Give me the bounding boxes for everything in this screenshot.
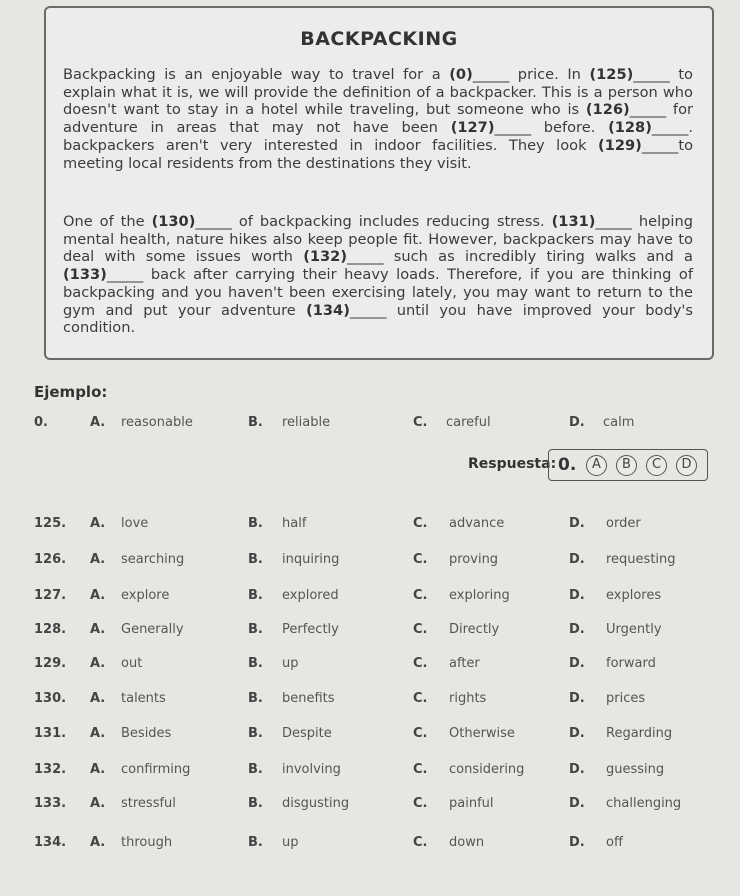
passage-text: _____ helping mental health, nature hikes also keep people fit. However, backpackers may have to deal with some issues worth xyxy=(63,213,693,266)
option-text: confirming xyxy=(121,762,191,777)
option-text: careful xyxy=(446,415,491,430)
option-letter: D. xyxy=(569,691,585,706)
question-row xyxy=(0,516,740,536)
option-text: up xyxy=(282,835,299,850)
option-letter: D. xyxy=(569,552,585,567)
option-text: Besides xyxy=(121,726,172,741)
option-text: disgusting xyxy=(282,796,350,811)
question-row xyxy=(0,796,740,816)
option-text: after xyxy=(449,656,480,671)
option-text: Perfectly xyxy=(282,622,339,637)
option-text: calm xyxy=(603,415,635,430)
option-text: rights xyxy=(449,691,487,706)
option-letter: B. xyxy=(248,656,263,671)
blank-marker: (133) xyxy=(63,266,107,284)
option-text: half xyxy=(282,516,307,531)
question-number: 132. xyxy=(34,762,67,777)
passage-text: _____ of backpacking includes reducing stress. xyxy=(195,213,552,230)
option-letter: C. xyxy=(413,415,428,430)
passage-text: _____to meeting local residents from the destinations they visit. xyxy=(63,136,693,172)
option-letter: A. xyxy=(90,796,106,811)
option-text: proving xyxy=(449,552,499,567)
question-row xyxy=(0,656,740,676)
option-text: order xyxy=(606,516,641,531)
option-letter: B. xyxy=(248,415,263,430)
option-text: through xyxy=(121,835,173,850)
option-letter: C. xyxy=(413,762,428,777)
option-letter: B. xyxy=(248,691,263,706)
option-text: love xyxy=(121,516,149,531)
option-letter: A. xyxy=(90,415,106,430)
question-row xyxy=(0,691,740,711)
option-letter: A. xyxy=(90,622,106,637)
option-text: challenging xyxy=(606,796,682,811)
passage-text: One of the xyxy=(63,213,152,230)
option-letter: C. xyxy=(413,622,428,637)
option-letter: B. xyxy=(248,835,263,850)
answer-box xyxy=(548,449,708,481)
option-letter: A. xyxy=(90,552,106,567)
blank-marker: (0) xyxy=(449,66,473,83)
option-letter: D. xyxy=(569,726,585,741)
option-letter: C. xyxy=(413,516,428,531)
option-text: painful xyxy=(449,796,494,811)
option-letter: C. xyxy=(413,691,428,706)
page-title: BACKPACKING xyxy=(300,28,458,50)
question-row xyxy=(0,622,740,642)
option-text: Directly xyxy=(449,622,500,637)
blank-marker: (132) xyxy=(303,248,347,266)
passage-text: _____ until you have improved your body's condition. xyxy=(63,301,693,337)
option-text: explored xyxy=(282,588,339,603)
question-row xyxy=(0,835,740,855)
passage-text: _____ back after carrying their heavy loads. Therefore, if you are thinking of backpacking and you haven't been exercising lately, you may want to return to the gym and put your adventure xyxy=(63,266,693,319)
option-letter: C. xyxy=(413,552,428,567)
option-letter: C. xyxy=(413,588,428,603)
question-row xyxy=(0,588,740,608)
option-text: inquiring xyxy=(282,552,340,567)
question-number: 131. xyxy=(34,726,67,741)
passage-text: _____ such as incredibly tiring walks and a xyxy=(347,248,693,266)
answer-number: 0. xyxy=(558,455,577,475)
question-number: 127. xyxy=(34,588,67,603)
question-number: 125. xyxy=(34,516,67,531)
blank-marker: (126) xyxy=(585,101,630,119)
option-letter: A. xyxy=(90,691,106,706)
option-letter: B. xyxy=(248,622,263,637)
option-text: out xyxy=(121,656,143,671)
passage-box xyxy=(44,6,714,360)
blank-marker: (131) xyxy=(551,213,596,230)
option-text: Urgently xyxy=(606,622,662,637)
blank-marker: (130) xyxy=(151,213,196,230)
option-letter: C. xyxy=(413,835,428,850)
blank-marker: (125) xyxy=(589,66,634,83)
question-number: 134. xyxy=(34,835,67,850)
question-number: 133. xyxy=(34,796,67,811)
option-text: considering xyxy=(449,762,525,777)
passage-text: Backpacking is an enjoyable way to travel for a xyxy=(63,66,450,83)
example-label: Ejemplo: xyxy=(34,383,108,401)
option-text: Generally xyxy=(121,622,184,637)
option-text: involving xyxy=(282,762,341,777)
option-letter: C. xyxy=(413,726,428,741)
option-letter: D. xyxy=(569,415,585,430)
blank-marker: (128) xyxy=(608,119,652,137)
option-text: prices xyxy=(606,691,646,706)
option-letter: D. xyxy=(569,835,585,850)
question-number: 128. xyxy=(34,622,67,637)
option-text: Otherwise xyxy=(449,726,515,741)
option-text: explore xyxy=(121,588,170,603)
option-text: guessing xyxy=(606,762,665,777)
option-letter: D. xyxy=(569,656,585,671)
question-row xyxy=(0,762,740,782)
option-letter: D. xyxy=(569,762,585,777)
option-letter: A. xyxy=(90,588,106,603)
blank-marker: (134) xyxy=(306,301,350,319)
option-letter: D. xyxy=(569,516,585,531)
option-text: forward xyxy=(606,656,656,671)
passage-text: _____ price. In xyxy=(472,66,590,83)
question-number: 126. xyxy=(34,552,67,567)
option-text: reasonable xyxy=(121,415,193,430)
option-text: Regarding xyxy=(606,726,673,741)
option-letter: B. xyxy=(248,552,263,567)
option-text: stressful xyxy=(121,796,176,811)
option-letter: A. xyxy=(90,516,106,531)
option-letter: C. xyxy=(413,796,428,811)
option-text: Despite xyxy=(282,726,332,741)
option-letter: A. xyxy=(90,835,106,850)
passage-paragraph-2 xyxy=(63,213,693,337)
option-letter: A. xyxy=(90,656,106,671)
answer-label: Respuesta: xyxy=(468,456,557,472)
option-letter: D. xyxy=(569,796,585,811)
option-text: reliable xyxy=(282,415,331,430)
option-letter: B. xyxy=(248,516,263,531)
passage-paragraph-1 xyxy=(63,66,693,172)
option-letter: B. xyxy=(248,588,263,603)
blank-marker: (129) xyxy=(598,136,642,154)
option-text: talents xyxy=(121,691,166,706)
option-text: benefits xyxy=(282,691,335,706)
option-letter: A. xyxy=(90,762,106,777)
option-text: explores xyxy=(606,588,662,603)
question-number: 130. xyxy=(34,691,67,706)
option-text: advance xyxy=(449,516,505,531)
answer-bubble-c[interactable]: C xyxy=(646,455,667,476)
example-row xyxy=(0,415,740,435)
blank-marker: (127) xyxy=(450,119,495,137)
option-text: requesting xyxy=(606,552,676,567)
answer-bubble-d[interactable]: D xyxy=(676,455,697,476)
option-letter: B. xyxy=(248,796,263,811)
question-row xyxy=(0,552,740,572)
option-text: down xyxy=(449,835,485,850)
option-text: exploring xyxy=(449,588,510,603)
passage-text: _____ for adventure in areas that may not have been xyxy=(63,101,693,137)
passage-text: _____ to explain what it is, we will provide the definition of a backpacker. This is a person who doesn't want to stay in a hotel while traveling, but someone who is xyxy=(63,66,693,119)
answer-bubble-b[interactable]: B xyxy=(616,455,637,476)
option-text: searching xyxy=(121,552,185,567)
answer-bubble-a[interactable]: A xyxy=(586,455,607,476)
question-row xyxy=(0,726,740,746)
option-letter: C. xyxy=(413,656,428,671)
passage-text: _____ before. xyxy=(494,119,609,137)
option-text: up xyxy=(282,656,299,671)
question-number: 129. xyxy=(34,656,67,671)
option-letter: D. xyxy=(569,622,585,637)
option-letter: D. xyxy=(569,588,585,603)
option-text: off xyxy=(606,835,623,850)
option-letter: A. xyxy=(90,726,106,741)
example-number: 0. xyxy=(34,415,48,430)
option-letter: B. xyxy=(248,726,263,741)
option-letter: B. xyxy=(248,762,263,777)
passage-text: _____. backpackers aren't very interested in indoor facilities. They look xyxy=(63,119,694,154)
